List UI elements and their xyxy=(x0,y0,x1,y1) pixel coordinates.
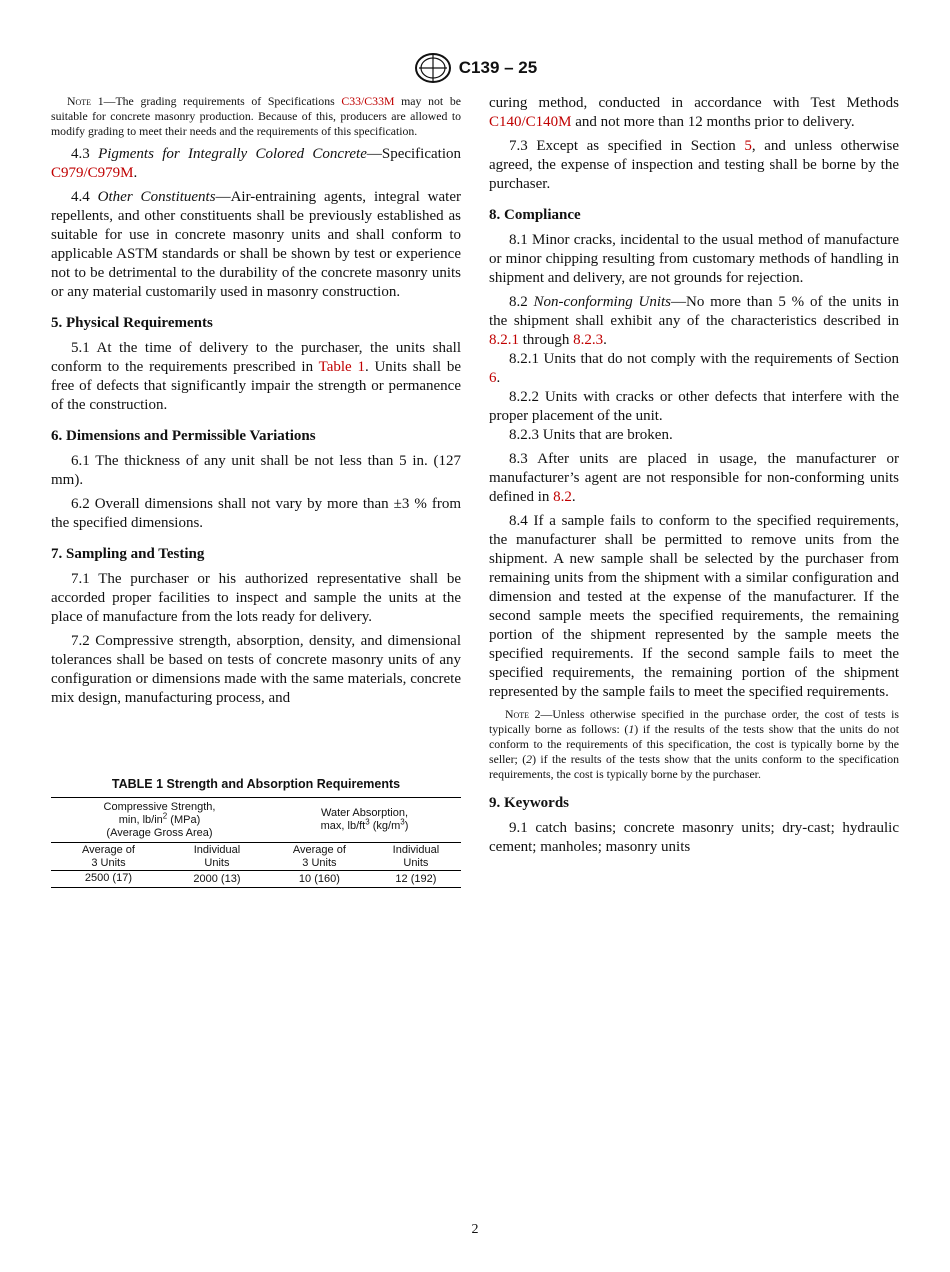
para-7-3: 7.3 Except as specified in Section 5, and unless otherwise agreed, the expense of inspection and testing shall be borne by the purchaser. xyxy=(489,138,899,192)
para-6-2: 6.2 Overall dimensions shall not vary by more than ±3 % from the specified dimensions. xyxy=(51,496,461,531)
table-title: TABLE 1 Strength and Absorption Requirements xyxy=(111,777,401,791)
para-8-3: 8.3 After units are placed in usage, the manufacturer or manufacturer’s agent are not responsible for non-conforming units defined in 8.2. xyxy=(489,451,899,505)
link-c33[interactable]: C33/C33M xyxy=(341,94,395,108)
para-8-1: 8.1 Minor cracks, incidental to the usual method of manufacture or minor chipping resulting from customary methods of handling in shipment and delivery, are not grounds for rejection. xyxy=(489,232,899,286)
compressive-strength-header: Compressive Strength, min, $lb/in^2$ (MPa) (Average Gross Area) xyxy=(103,801,216,839)
table-1 xyxy=(51,778,461,888)
table-row xyxy=(51,871,461,888)
document-designation: C139 – 25 xyxy=(458,58,538,77)
subheader-cell: Individual Units xyxy=(193,843,241,869)
link-8-2-1[interactable]: 8.2.1 xyxy=(489,332,519,348)
page-header xyxy=(0,52,950,84)
link-c140[interactable]: C140/C140M xyxy=(489,114,572,130)
table-cell: 2500 (17) xyxy=(84,872,132,884)
link-8-2[interactable]: 8.2 xyxy=(553,489,572,505)
table-cell: 12 (192) xyxy=(395,872,437,885)
link-table-1[interactable]: Table 1 xyxy=(318,359,365,375)
water-absorption-header: Water Absorption, max, $lb/ft^3$ $(kg/m^3)$ xyxy=(320,807,409,832)
para-4-4: 4.4 Other Constituents—Air-entraining agents, integral water repellents, and other constituents shall be previously established as suitable for use in concrete masonry units and shall conform to applicable ASTM standards or shall be shown by test or experience not to be detrimental to the durability of the concrete masonry units or any material customarily used in masonry construction. xyxy=(51,189,461,300)
subheader-cell: Individual Units xyxy=(392,843,440,869)
section-8-heading: 8. Compliance xyxy=(489,207,581,223)
subheader-cell: Average of 3 Units xyxy=(81,844,135,869)
para-8-2-3: 8.2.3 Units that are broken. xyxy=(509,427,673,443)
left-column xyxy=(51,94,461,713)
para-4-3: 4.3 Pigments for Integrally Colored Concrete—Specification C979/C979M. xyxy=(51,146,461,181)
link-section-6[interactable]: 6 xyxy=(489,370,497,386)
section-7-heading: 7. Sampling and Testing xyxy=(51,546,205,562)
para-7-2: 7.2 Compressive strength, absorption, density, and dimensional tolerances shall be based on tests of concrete masonry units of any configuration or dimensions made with the same materials, concrete mix design, manufacturing process, and xyxy=(51,633,461,706)
note-1: Note 1—The grading requirements of Specifications C33/C33M may not be suitable for concrete masonry production. Because of this, producers are allowed to modify grading to meet their needs and the requirements of this specification. xyxy=(51,94,461,138)
link-c979[interactable]: C979/C979M xyxy=(51,165,134,181)
section-6-heading: 6. Dimensions and Permissible Variations xyxy=(51,428,316,444)
astm-logo-icon xyxy=(413,52,453,84)
right-column xyxy=(489,94,899,862)
strength-absorption-table xyxy=(51,797,461,888)
para-8-2-2: 8.2.2 Units with cracks or other defects that interfere with the proper placement of the unit. xyxy=(489,389,899,424)
para-8-2: 8.2 Non-conforming Units—No more than 5 % of the units in the shipment shall exhibit any of the characteristics described in 8.2.1 through 8.2.3. xyxy=(489,294,899,348)
para-6-1: 6.1 The thickness of any unit shall be not less than 5 in. (127 mm). xyxy=(51,453,461,488)
para-8-2-1: 8.2.1 Units that do not comply with the requirements of Section 6. xyxy=(489,351,899,386)
link-section-5[interactable]: 5 xyxy=(744,138,752,154)
page-number: 2 xyxy=(471,1222,479,1237)
para-7-2-continued: curing method, conducted in accordance with Test Methods C140/C140M and not more than 12 months prior to delivery. xyxy=(489,95,899,130)
section-5-heading: 5. Physical Requirements xyxy=(51,315,213,331)
para-5-1: 5.1 At the time of delivery to the purchaser, the units shall conform to the requirements prescribed in Table 1. Units shall be free of defects that significantly impair the strength or permanence of the construction. xyxy=(51,340,461,413)
note-2: Note 2—Unless otherwise specified in the purchase order, the cost of tests is typically borne as follows: (1) if the results of the tests show that the units do not conform to the requirements of this specification, the cost is typically borne by the seller; (2) if the results of the tests show that the units conform to the specification requirements, the cost is typically borne by the purchaser. xyxy=(489,707,900,781)
para-8-4: 8.4 If a sample fails to conform to the specified requirements, the manufacturer shall be permitted to remove units from the shipment. A new sample shall be selected by the purchaser from remaining units from the shipment with a similar configuration and dimension and tested at the expense of the manufacturer. If the second sample meets the specified requirements, the remaining portion of the shipment represented by the sample meets the specified requirements. If the second sample fails to meet the specified requirements, the remaining portion of the shipment represented by the sample fails to meet the specified requirements. xyxy=(489,513,899,700)
section-9-heading: 9. Keywords xyxy=(489,795,569,811)
para-9-1: 9.1 catch basins; concrete masonry units; dry-cast; hydraulic cement; manholes; masonry units xyxy=(489,820,899,855)
table-cell: 10 (160) xyxy=(298,872,340,885)
link-8-2-3[interactable]: 8.2.3 xyxy=(573,332,604,348)
subheader-cell: Average of 3 Units xyxy=(292,843,346,869)
table-cell: 2000 (13) xyxy=(193,872,241,885)
para-7-1: 7.1 The purchaser or his authorized representative shall be accorded proper facilities to inspect and sample the units at the place of manufacture from the lots ready for delivery. xyxy=(51,571,461,625)
